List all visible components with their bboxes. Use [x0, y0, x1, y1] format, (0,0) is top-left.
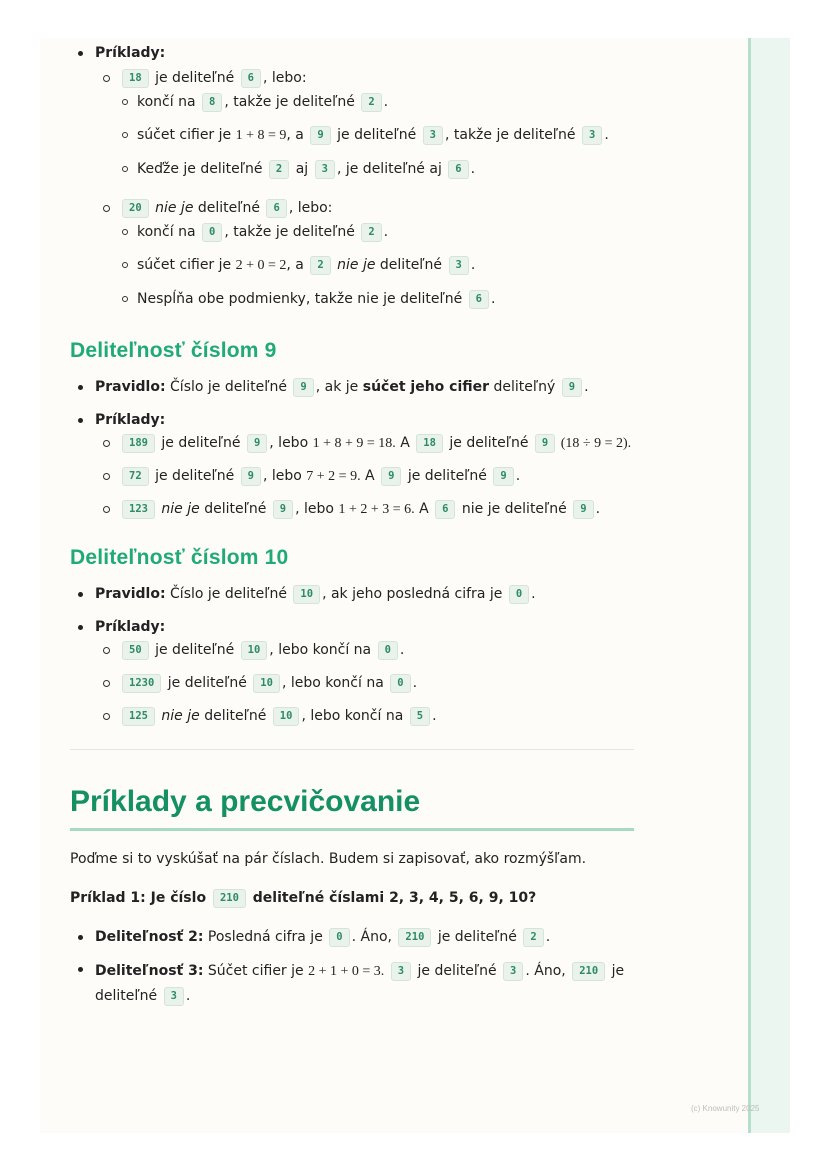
number-code: 125: [122, 707, 155, 726]
rule-item: [70, 377, 634, 397]
number-code: 0: [329, 928, 349, 947]
number-code: 10: [241, 641, 268, 660]
div9-examples: [95, 433, 634, 520]
number-code: 6: [241, 69, 261, 88]
text: deliteľné: [193, 200, 265, 216]
number-code: 123: [122, 500, 155, 519]
number-code: 6: [435, 500, 455, 519]
text: , ak je: [315, 379, 363, 395]
list-item: [70, 617, 634, 726]
number-code: 210: [572, 962, 605, 981]
text: súčet cifier je: [137, 257, 236, 273]
emphasis: nie je: [161, 708, 200, 724]
example-item: [95, 499, 634, 520]
number-code: 10: [293, 585, 320, 604]
number-code: 20: [122, 199, 149, 218]
heading-underline: [70, 828, 634, 831]
sub-list: [120, 92, 634, 179]
number-code: 6: [448, 160, 468, 179]
sub-item: [120, 159, 634, 179]
sub-list: [120, 222, 634, 309]
number-code: 9: [573, 500, 593, 519]
number-code: 3: [164, 987, 184, 1006]
number-code: 9: [381, 467, 401, 486]
section-heading-div10: Deliteľnosť číslom 10: [70, 546, 289, 569]
example-item: [95, 706, 634, 726]
text: , ak jeho posledná cifra je: [322, 586, 507, 602]
text: .: [531, 586, 536, 602]
text: Súčet cifier je: [203, 963, 309, 979]
intro-paragraph: Poďme si to vyskúšať na pár číslach. Budem si zapisovať, ako rozmýšľam.: [70, 851, 587, 867]
text: deliteľné: [199, 708, 271, 724]
text: je deliteľné: [150, 468, 239, 484]
math-expression: 2 + 0 = 2: [235, 258, 287, 273]
sub-item: [120, 255, 634, 276]
number-code: 9: [562, 378, 582, 397]
number-code: 9: [247, 434, 267, 453]
text: .: [432, 708, 437, 724]
text: . Áno,: [351, 929, 397, 945]
math-expression: 1 + 8 = 9: [235, 128, 287, 143]
math-expression: 1 + 8 + 9 = 18.: [312, 436, 396, 451]
text: .: [470, 257, 476, 273]
text: je deliteľné: [156, 435, 245, 451]
rule-label: Pravidlo:: [95, 586, 166, 602]
div9-list: [70, 377, 634, 520]
practice-item: [70, 959, 634, 1008]
text: .: [383, 224, 389, 240]
number-code: 8: [202, 93, 222, 112]
text: je deliteľné: [163, 675, 252, 691]
number-code: 189: [122, 434, 155, 453]
list-item: [70, 410, 634, 520]
number-code: 2: [269, 160, 289, 179]
item-label: Deliteľnosť 3:: [95, 963, 204, 979]
number-code: 9: [293, 378, 313, 397]
text: je deliteľné: [95, 963, 625, 1004]
side-rail: [748, 38, 790, 1133]
text: , lebo:: [288, 200, 333, 216]
text: , lebo končí na: [281, 675, 389, 691]
text: A: [360, 468, 380, 484]
number-code: 3: [582, 126, 602, 145]
number-code: 0: [509, 585, 529, 604]
div6-list: [70, 43, 634, 309]
text: , takže je deliteľné: [224, 224, 360, 240]
text: deliteľné číslami 2, 3, 4, 5, 6, 9, 10?: [247, 890, 537, 906]
text: .: [604, 127, 609, 143]
text: .: [545, 929, 551, 945]
number-code: 9: [535, 434, 555, 453]
emphasis: nie je: [161, 501, 200, 517]
number-code: 9: [241, 467, 261, 486]
number-code: 2: [310, 256, 330, 275]
examples-label: Príklady:: [95, 45, 166, 61]
sub-item: [120, 289, 634, 309]
number-code: 9: [310, 126, 330, 145]
example1-heading: [70, 888, 634, 908]
number-code: 9: [273, 500, 293, 519]
text: , lebo: [262, 468, 307, 484]
text: [384, 963, 388, 979]
number-code: 10: [253, 674, 280, 693]
example-item: [95, 673, 634, 693]
div6-examples: [95, 68, 634, 309]
content-column: [70, 38, 634, 1008]
sub-item: [120, 222, 634, 242]
text: A: [414, 501, 434, 517]
sub-item: [120, 125, 634, 146]
math-expression: 7 + 2 = 9.: [306, 469, 361, 484]
div10-examples: [95, 640, 634, 726]
text: , takže je deliteľné: [224, 94, 360, 110]
number-code: 210: [213, 889, 246, 908]
text: , lebo:: [262, 70, 307, 86]
text: , lebo: [295, 501, 339, 517]
emphasis: nie je: [155, 200, 194, 216]
text: Posledná cifra je: [203, 929, 328, 945]
number-code: 2: [361, 223, 381, 242]
text: . Áno,: [525, 963, 571, 979]
number-code: 18: [122, 69, 149, 88]
text: .: [584, 379, 589, 395]
text: , je deliteľné aj: [336, 161, 447, 177]
math-expression: 2 + 1 + 0 = 3.: [308, 964, 385, 979]
text: , takže je deliteľné: [444, 127, 580, 143]
number-code: 5: [410, 707, 430, 726]
number-code: 2: [523, 928, 543, 947]
example-item: [95, 433, 634, 454]
text: .: [490, 291, 496, 307]
text: A: [395, 435, 415, 451]
math-expression: (18 ÷ 9 = 2).: [557, 436, 632, 451]
number-code: 3: [503, 962, 523, 981]
number-code: 3: [423, 126, 443, 145]
text: je deliteľné: [433, 929, 522, 945]
rule-item: [70, 584, 634, 604]
example-item: [95, 640, 634, 660]
item-label: Deliteľnosť 2:: [95, 929, 204, 945]
number-code: 10: [273, 707, 300, 726]
text: , lebo: [269, 435, 313, 451]
examples-label: Príklady:: [95, 619, 166, 635]
text: je deliteľné: [150, 642, 239, 658]
text: deliteľné: [199, 501, 271, 517]
text: je deliteľné: [332, 127, 421, 143]
number-code: 3: [315, 160, 335, 179]
example-item: [95, 68, 634, 179]
number-code: 0: [378, 641, 398, 660]
text: súčet cifier je: [137, 127, 236, 143]
text: nie je deliteľné: [457, 501, 572, 517]
text: Nespĺňa obe podmienky, takže nie je deliteľné: [137, 291, 467, 307]
number-code: 50: [122, 641, 149, 660]
text: Príklad 1: Je číslo: [70, 890, 211, 906]
number-code: 6: [266, 199, 286, 218]
section-heading-practice: Príklady a precvičovanie: [70, 785, 421, 818]
emphasis: nie je: [337, 257, 376, 273]
text: Keďže je deliteľné: [137, 161, 267, 177]
text: je deliteľné: [403, 468, 492, 484]
number-code: 2: [361, 93, 381, 112]
text: Číslo je deliteľné: [165, 379, 292, 395]
number-code: 0: [390, 674, 410, 693]
text: , lebo končí na: [269, 642, 376, 658]
text: je deliteľné: [150, 70, 239, 86]
number-code: 3: [449, 256, 469, 275]
div10-list: [70, 584, 634, 726]
number-code: 6: [469, 290, 489, 309]
section-divider: [70, 749, 634, 750]
text: deliteľný: [489, 379, 560, 395]
text: deliteľné: [375, 257, 447, 273]
number-code: 210: [398, 928, 431, 947]
text: , a: [286, 127, 309, 143]
text: je deliteľné: [413, 963, 502, 979]
practice-item: [70, 927, 634, 947]
text: .: [185, 988, 191, 1004]
rule-label: Pravidlo:: [95, 379, 166, 395]
text: .: [470, 161, 476, 177]
number-code: 9: [493, 467, 513, 486]
number-code: 0: [202, 223, 222, 242]
bold-text: súčet jeho cifier: [362, 379, 490, 395]
number-code: 1230: [122, 674, 161, 693]
example-item: [95, 198, 634, 309]
text: , lebo končí na: [301, 708, 408, 724]
text: .: [595, 501, 601, 517]
text: , a: [286, 257, 309, 273]
text: je deliteľné: [444, 435, 533, 451]
text: .: [412, 675, 418, 691]
practice-list: [70, 927, 634, 1008]
math-expression: 1 + 2 + 3 = 6.: [338, 502, 415, 517]
example-item: [95, 466, 634, 487]
number-code: 3: [391, 962, 411, 981]
section-heading-div9: Deliteľnosť číslom 9: [70, 339, 277, 362]
text: .: [515, 468, 521, 484]
text: .: [399, 642, 405, 658]
text: Číslo je deliteľné: [165, 586, 292, 602]
number-code: 18: [416, 434, 443, 453]
text: končí na: [137, 224, 200, 240]
text: končí na: [137, 94, 200, 110]
text: aj: [291, 161, 313, 177]
list-item: [70, 43, 634, 309]
examples-label: Príklady:: [95, 412, 166, 428]
watermark: (c) Knowunity 2025: [691, 1104, 760, 1113]
sub-item: [120, 92, 634, 112]
text: .: [383, 94, 389, 110]
number-code: 72: [122, 467, 149, 486]
